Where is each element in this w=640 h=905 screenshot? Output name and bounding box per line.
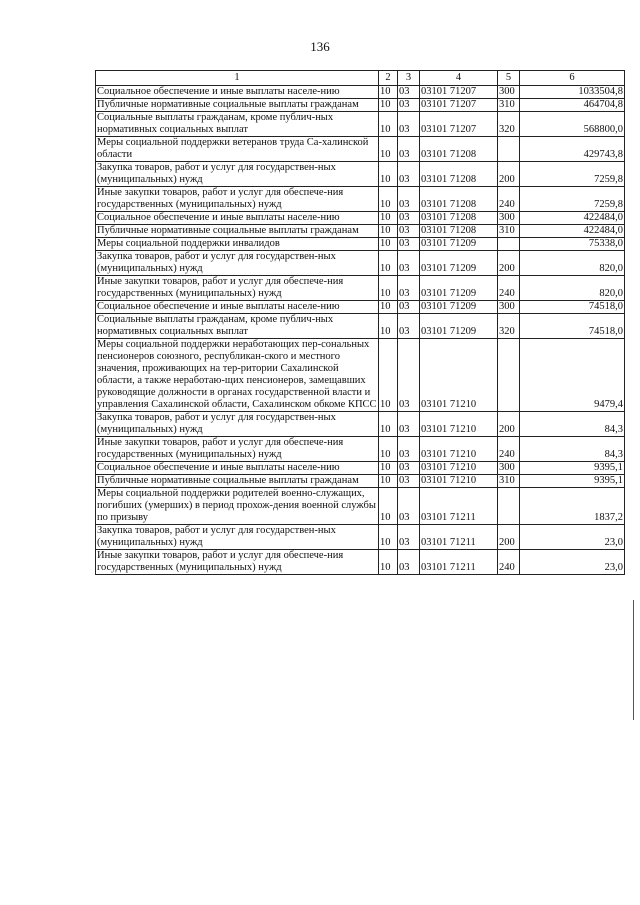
row-subsection: 03 — [398, 187, 420, 212]
row-target-code: 03101 71211 — [420, 550, 498, 575]
row-amount: 9479,4 — [520, 339, 625, 412]
row-expense-type: 310 — [498, 99, 520, 112]
table-row — [96, 238, 625, 251]
table-row — [96, 339, 625, 412]
row-target-code: 03101 71209 — [420, 251, 498, 276]
header-col-3: 3 — [398, 71, 420, 86]
row-subsection: 03 — [398, 212, 420, 225]
row-amount: 464704,8 — [520, 99, 625, 112]
row-section: 10 — [379, 412, 398, 437]
row-name: Публичные нормативные социальные выплаты гражданам — [96, 225, 379, 238]
row-expense-type: 310 — [498, 225, 520, 238]
row-section: 10 — [379, 112, 398, 137]
row-expense-type: 200 — [498, 412, 520, 437]
table-row — [96, 225, 625, 238]
row-subsection: 03 — [398, 488, 420, 525]
row-expense-type: 240 — [498, 437, 520, 462]
row-expense-type: 300 — [498, 301, 520, 314]
row-section: 10 — [379, 488, 398, 525]
row-section: 10 — [379, 301, 398, 314]
page-number: 136 — [310, 39, 330, 54]
row-section: 10 — [379, 550, 398, 575]
row-target-code: 03101 71208 — [420, 162, 498, 187]
row-expense-type: 200 — [498, 525, 520, 550]
table-row — [96, 462, 625, 475]
row-name: Меры социальной поддержки ветеранов труда Са-халинской области — [96, 137, 379, 162]
row-target-code: 03101 71210 — [420, 339, 498, 412]
table-row — [96, 525, 625, 550]
row-target-code: 03101 71207 — [420, 86, 498, 99]
table-row — [96, 86, 625, 99]
row-expense-type: 240 — [498, 187, 520, 212]
row-target-code: 03101 71207 — [420, 99, 498, 112]
row-subsection: 03 — [398, 225, 420, 238]
row-section: 10 — [379, 276, 398, 301]
row-subsection: 03 — [398, 162, 420, 187]
row-subsection: 03 — [398, 112, 420, 137]
row-subsection: 03 — [398, 475, 420, 488]
row-expense-type — [498, 137, 520, 162]
table-row — [96, 251, 625, 276]
row-name: Публичные нормативные социальные выплаты гражданам — [96, 99, 379, 112]
row-subsection: 03 — [398, 550, 420, 575]
row-expense-type — [498, 238, 520, 251]
row-name: Закупка товаров, работ и услуг для государствен-ных (муниципальных) нужд — [96, 525, 379, 550]
row-name: Социальное обеспечение и иные выплаты населе-нию — [96, 301, 379, 314]
row-amount: 429743,8 — [520, 137, 625, 162]
row-name: Публичные нормативные социальные выплаты гражданам — [96, 475, 379, 488]
row-name: Иные закупки товаров, работ и услуг для обеспече-ния государственных (муниципальных) нужд — [96, 276, 379, 301]
row-target-code: 03101 71208 — [420, 212, 498, 225]
row-name: Меры социальной поддержки инвалидов — [96, 238, 379, 251]
row-name: Закупка товаров, работ и услуг для государствен-ных (муниципальных) нужд — [96, 162, 379, 187]
row-target-code: 03101 71208 — [420, 225, 498, 238]
header-row — [96, 71, 625, 86]
table-row — [96, 162, 625, 187]
row-name: Социальные выплаты гражданам, кроме публич-ных нормативных социальных выплат — [96, 314, 379, 339]
row-amount: 1033504,8 — [520, 86, 625, 99]
row-target-code: 03101 71209 — [420, 314, 498, 339]
row-name: Социальное обеспечение и иные выплаты населе-нию — [96, 86, 379, 99]
header-col-6: 6 — [520, 71, 625, 86]
table-row — [96, 112, 625, 137]
row-section: 10 — [379, 314, 398, 339]
row-section: 10 — [379, 137, 398, 162]
row-subsection: 03 — [398, 314, 420, 339]
row-amount: 820,0 — [520, 276, 625, 301]
row-target-code: 03101 71210 — [420, 462, 498, 475]
row-target-code: 03101 71208 — [420, 137, 498, 162]
row-amount: 1837,2 — [520, 488, 625, 525]
table-row — [96, 475, 625, 488]
row-amount: 568800,0 — [520, 112, 625, 137]
table-row — [96, 99, 625, 112]
row-name: Меры социальной поддержки неработающих пер-сональных пенсионеров союзного, республикан-ского и местного значения, проживающих на тер-ритории Сахалинской области, а также неработаю-щих пенсионеров, замещавших руководящие должности в органах государственной власти и управления Сахалинской области, Сахалинском обкоме КПСС — [97, 339, 377, 410]
row-section: 10 — [379, 251, 398, 276]
header-col-5: 5 — [498, 71, 520, 86]
row-subsection: 03 — [398, 525, 420, 550]
table-row — [96, 412, 625, 437]
row-subsection: 03 — [398, 276, 420, 301]
row-section: 10 — [379, 238, 398, 251]
row-name: Социальное обеспечение и иные выплаты населе-нию — [96, 462, 379, 475]
row-section: 10 — [379, 225, 398, 238]
row-expense-type: 200 — [498, 162, 520, 187]
row-subsection: 03 — [398, 251, 420, 276]
row-expense-type: 300 — [498, 462, 520, 475]
row-name: Социальное обеспечение и иные выплаты населе-нию — [96, 212, 379, 225]
row-subsection: 03 — [398, 301, 420, 314]
row-section: 10 — [379, 339, 398, 412]
row-target-code: 03101 71209 — [420, 301, 498, 314]
table-row — [96, 550, 625, 575]
row-name: Закупка товаров, работ и услуг для государствен-ных (муниципальных) нужд — [96, 412, 379, 437]
row-target-code: 03101 71210 — [420, 412, 498, 437]
row-expense-type — [498, 339, 520, 412]
row-amount: 7259,8 — [520, 162, 625, 187]
table-row — [96, 212, 625, 225]
row-target-code: 03101 71208 — [420, 187, 498, 212]
row-name: Иные закупки товаров, работ и услуг для обеспече-ния государственных (муниципальных) нужд — [96, 437, 379, 462]
table-row — [96, 301, 625, 314]
row-subsection: 03 — [398, 462, 420, 475]
row-amount: 84,3 — [520, 412, 625, 437]
table-row — [96, 437, 625, 462]
row-section: 10 — [379, 162, 398, 187]
row-subsection: 03 — [398, 339, 420, 412]
row-amount: 820,0 — [520, 251, 625, 276]
table-row — [96, 488, 625, 525]
row-amount: 422484,0 — [520, 225, 625, 238]
row-name: Закупка товаров, работ и услуг для государствен-ных (муниципальных) нужд — [96, 251, 379, 276]
row-amount: 9395,1 — [520, 462, 625, 475]
row-target-code: 03101 71210 — [420, 437, 498, 462]
row-name: Иные закупки товаров, работ и услуг для обеспече-ния государственных (муниципальных) нужд — [96, 550, 379, 575]
row-amount: 7259,8 — [520, 187, 625, 212]
row-amount: 422484,0 — [520, 212, 625, 225]
row-amount: 23,0 — [520, 525, 625, 550]
row-section: 10 — [379, 462, 398, 475]
row-subsection: 03 — [398, 437, 420, 462]
row-expense-type: 300 — [498, 86, 520, 99]
row-section: 10 — [379, 86, 398, 99]
row-name: Иные закупки товаров, работ и услуг для обеспече-ния государственных (муниципальных) нужд — [96, 187, 379, 212]
row-amount: 9395,1 — [520, 475, 625, 488]
row-target-code: 03101 71210 — [420, 475, 498, 488]
scan-edge-mark — [633, 600, 634, 720]
row-target-code: 03101 71207 — [420, 112, 498, 137]
row-amount: 74518,0 — [520, 314, 625, 339]
row-subsection: 03 — [398, 238, 420, 251]
row-expense-type: 200 — [498, 251, 520, 276]
table-row — [96, 276, 625, 301]
row-target-code: 03101 71211 — [420, 525, 498, 550]
row-amount: 23,0 — [520, 550, 625, 575]
row-expense-type: 240 — [498, 276, 520, 301]
row-expense-type: 240 — [498, 550, 520, 575]
table-row — [96, 314, 625, 339]
row-expense-type: 320 — [498, 112, 520, 137]
row-section: 10 — [379, 525, 398, 550]
row-amount: 84,3 — [520, 437, 625, 462]
row-expense-type: 320 — [498, 314, 520, 339]
row-target-code: 03101 71209 — [420, 238, 498, 251]
row-amount: 74518,0 — [520, 301, 625, 314]
row-section: 10 — [379, 99, 398, 112]
row-subsection: 03 — [398, 99, 420, 112]
row-expense-type: 310 — [498, 475, 520, 488]
row-section: 10 — [379, 212, 398, 225]
row-name: Социальные выплаты гражданам, кроме публич-ных нормативных социальных выплат — [96, 112, 379, 137]
row-amount: 75338,0 — [520, 238, 625, 251]
row-section: 10 — [379, 437, 398, 462]
row-subsection: 03 — [398, 86, 420, 99]
row-target-code: 03101 71211 — [420, 488, 498, 525]
row-name: Меры социальной поддержки родителей военно-служащих, погибших (умерших) в период прохож-дения военной службы по призыву — [96, 488, 379, 525]
row-subsection: 03 — [398, 137, 420, 162]
row-expense-type — [498, 488, 520, 525]
table-row — [96, 187, 625, 212]
row-section: 10 — [379, 187, 398, 212]
row-target-code: 03101 71209 — [420, 276, 498, 301]
header-col-1: 1 — [96, 71, 379, 86]
budget-table — [95, 70, 625, 575]
header-col-4: 4 — [420, 71, 498, 86]
header-col-2: 2 — [379, 71, 398, 86]
row-subsection: 03 — [398, 412, 420, 437]
row-expense-type: 300 — [498, 212, 520, 225]
row-section: 10 — [379, 475, 398, 488]
table-row — [96, 137, 625, 162]
